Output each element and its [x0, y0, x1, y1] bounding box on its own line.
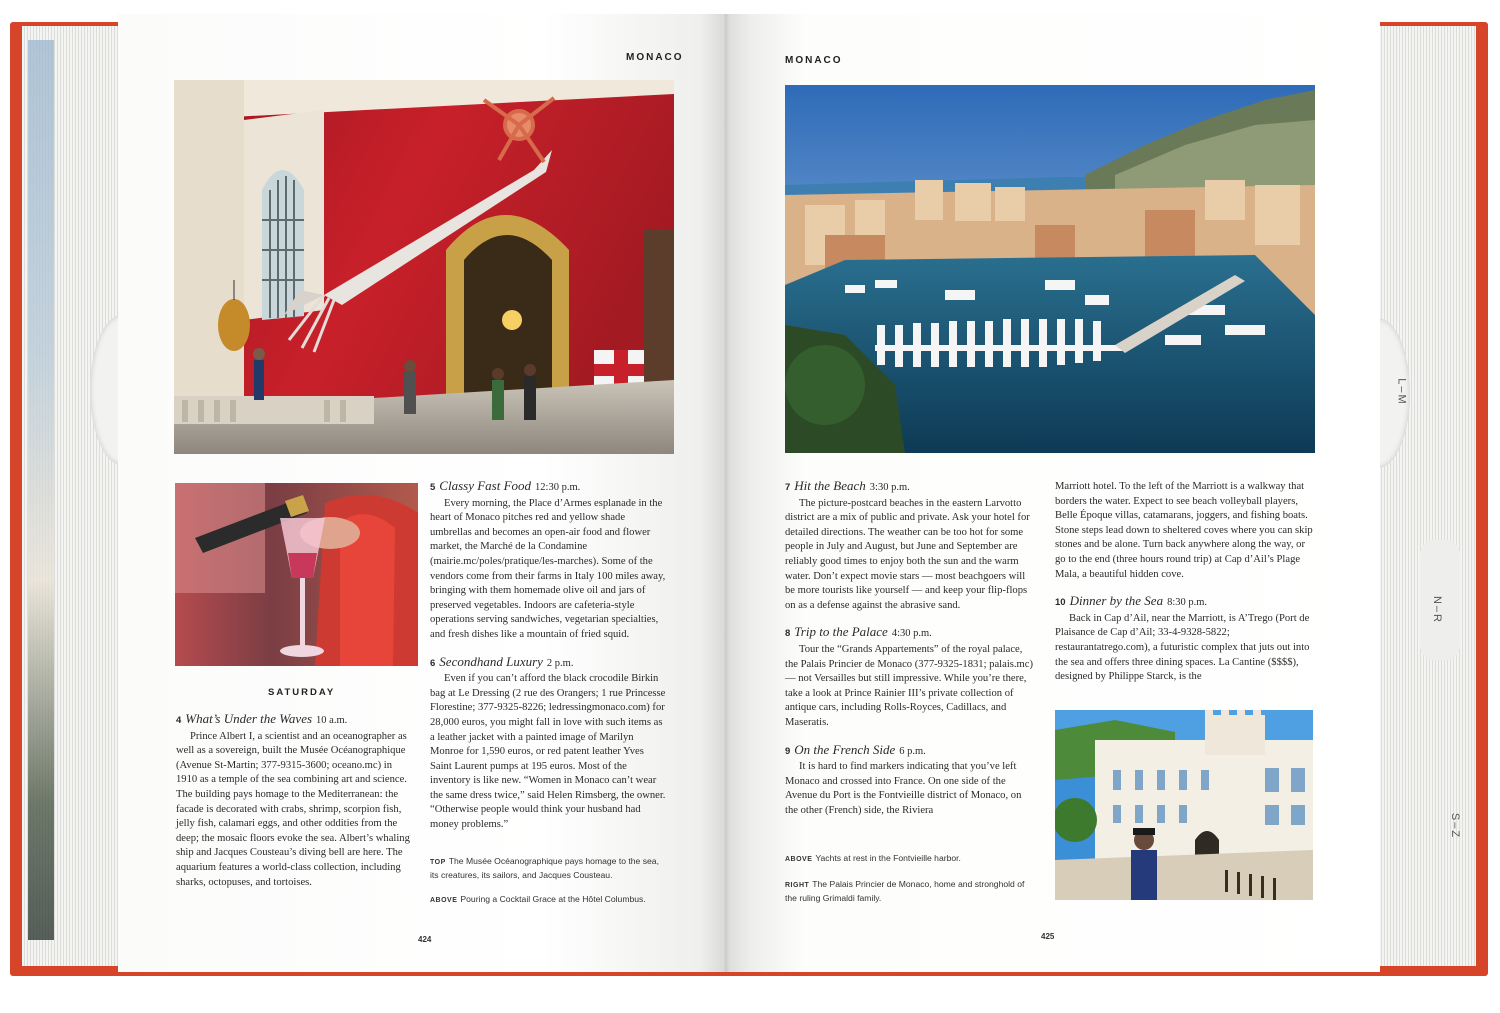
continuation-text: Marriott hotel. To the left of the Marriott is a walkway that borders the water. Expect to see beach volleyball players, Belle Époque villas, catamarans, joggers, and fishing boats. Stone steps lead down to sheltered coves where you can skip stones and be alone. Turn back anywhere along the way, or go to the end (three hours round trip) at Cap d’Ail’s Plage Mala, a beautiful hidden cove. — [1055, 481, 1313, 580]
tab-label-sz: S–Z — [1449, 812, 1462, 840]
entry-4 — [176, 712, 410, 890]
caption-label: TOP — [430, 859, 446, 866]
entry-body: Prince Albert I, a scientist and an oceanographer as well as a sovereign, built the Musée Océanographique (Avenue St-Martin; 377-9315-3600; oceano.mc) in 1910 as a temple of the sea combining art and science. The building pays homage to the Mediterranean: the facade is decorated with crabs, shrimp, scorpion fish, jelly fish, calamari eggs, and other oddities from the deep; the mosaic floors evoke the sea. Albert’s whaling ship and Jacques Cousteau’s diving bell are here. The aquarium features a world-class collection, including sharks, octopuses, and tortoises. — [176, 730, 410, 888]
tab-label-nr: N–R — [1431, 595, 1444, 625]
cocktail-photo — [175, 483, 418, 666]
entry-number: 10 — [1055, 597, 1066, 609]
entry-time: 8:30 p.m. — [1167, 597, 1208, 609]
entry-number: 4 — [176, 715, 182, 726]
entry-6 — [430, 655, 668, 833]
entry-body: The picture-postcard beaches in the eastern Larvotto district are a mix of public and private. Ask your hotel for detailed directions. The weather can be too hot for some people in July and August, but June and September are reliably good times to enjoy both the sun and the warm water. Don’t expect movie stars — most beachgoers will be more tourists like yourself — and keep your flip-flops on as a defense against the abrasive sand. — [785, 497, 1030, 611]
harbor-photo — [785, 85, 1315, 453]
entry-heading — [785, 479, 1033, 496]
entry-body: Even if you can’t afford the black crocodile Birkin bag at Le Dressing (2 rue des Orangers; 1 rue Princesse Florestine; 377-9325-8226; ledressingmonaco.com) for 28,000 euros, you might fall in love with such items as a leather jacket with a painted image of Marilyn Monroe for 1,590 euros, or red patent leather Yves Saint Laurent pumps at 195 euros. Most of the inventory is like new. “Women in Monaco can’t wear the same dress twice,” said Helen Rimsberg, the owner. “Otherwise people would think your husband had money problems.” — [430, 673, 666, 831]
column-entries-5-6 — [430, 479, 668, 833]
section-label-saturday: SATURDAY — [268, 687, 336, 698]
entry-heading — [785, 625, 1033, 642]
entry-time: 4:30 p.m. — [891, 628, 932, 640]
entry-number: 8 — [785, 628, 791, 640]
caption-top — [430, 855, 668, 881]
caption-label: ABOVE — [430, 897, 458, 904]
museum-photo — [174, 80, 674, 454]
page-number-left: 424 — [418, 935, 432, 944]
caption-text: The Palais Princier de Monaco, home and stronghold of the ruling Grimaldi family. — [785, 879, 1025, 903]
column-continuation — [1055, 480, 1313, 685]
caption-right — [785, 878, 1037, 904]
running-head-left: MONACO — [626, 52, 684, 63]
column-entries-7-9 — [785, 479, 1033, 818]
entry-time: 2 p.m. — [546, 657, 574, 669]
entry-title: On the French Side — [794, 741, 896, 757]
caption-above-right — [785, 852, 1037, 866]
entry-9 — [785, 743, 1033, 819]
entry-8 — [785, 625, 1033, 730]
entry-5 — [430, 479, 668, 643]
entry-10 — [1055, 594, 1313, 685]
entry-time: 6 p.m. — [899, 745, 926, 757]
page-edge-photo-strip — [28, 40, 54, 940]
entry-time: 3:30 p.m. — [869, 482, 910, 493]
entry-number: 7 — [785, 482, 791, 493]
entry-body: It is hard to find markers indicating that you’ve left Monaco and crossed into France. On one side of the Avenue du Port is the Fontvieille district of Monaco, on the other (French) side, the Riviera — [785, 761, 1022, 816]
entry-body: Tour the “Grands Appartements” of the royal palace, the Palais Princier de Monaco (377-9325-1831; palais.mc) — not Versailles but still impressive. While you’re there, take a look at Prince Rainier III’s private collection of antique cars, including Rolls-Royces, Cadillacs, and Maseratis. — [785, 643, 1034, 728]
caption-label: RIGHT — [785, 882, 810, 889]
entry-heading — [430, 479, 668, 496]
entry-time: 12:30 p.m. — [535, 482, 581, 493]
entry-time: 10 a.m. — [316, 715, 348, 726]
palace-photo — [1055, 710, 1313, 900]
caption-text: Yachts at rest in the Fontvieille harbor. — [815, 853, 961, 863]
caption-label: ABOVE — [785, 856, 813, 863]
entry-heading — [430, 655, 668, 672]
entry-title: Dinner by the Sea — [1069, 593, 1164, 609]
caption-text: Pouring a Cocktail Grace at the Hôtel Columbus. — [460, 894, 646, 904]
gutter-shadow — [700, 14, 750, 972]
tab-label-lm: L–M — [1395, 378, 1408, 406]
entry-7 — [785, 479, 1033, 613]
entry-heading — [1055, 594, 1313, 611]
running-head-right: MONACO — [785, 55, 843, 66]
entry-title: Trip to the Palace — [794, 624, 888, 640]
entry-title: What’s Under the Waves — [185, 711, 313, 726]
caption-text: The Musée Océanographique pays homage to the sea, its creatures, its sailors, and Jacques Cousteau. — [430, 856, 659, 880]
caption-above-left — [430, 893, 668, 907]
page-number-right: 425 — [1041, 932, 1055, 941]
entry-number: 9 — [785, 745, 791, 757]
entry-heading — [785, 743, 1033, 760]
entry-body: Back in Cap d’Ail, near the Marriott, is A’Trego (Port de Plaisance de Cap d’Ail; 33-4-9328-5822; restaurantatrego.com), a futuristic complex that juts out into the sea and offers three dining spaces. La Cantine ($$$$), designed by Philippe Starck, is the — [1055, 612, 1310, 683]
entry-number: 6 — [430, 657, 436, 669]
entry-title: Secondhand Luxury — [439, 653, 543, 669]
entry-title: Hit the Beach — [794, 478, 866, 493]
entry-heading — [176, 712, 410, 729]
entry-title: Classy Fast Food — [439, 478, 532, 493]
entry-body: Every morning, the Place d’Armes esplanade in the heart of Monaco pitches red and yellow shade umbrellas and becomes an open-air food and flower market, the Marché de la Condamine (mairie.mc/poles/pratique/les-marches). Some of the vendors come from their farms in Italy 100 miles away, bringing with them homemade olive oil and jars of preserved vegetables. Indoors are cafeteria-style operations serving sandwiches, vegetarian specialties, and fresh dishes like a mountain of fried squid. — [430, 497, 666, 640]
entry-number: 5 — [430, 482, 436, 493]
